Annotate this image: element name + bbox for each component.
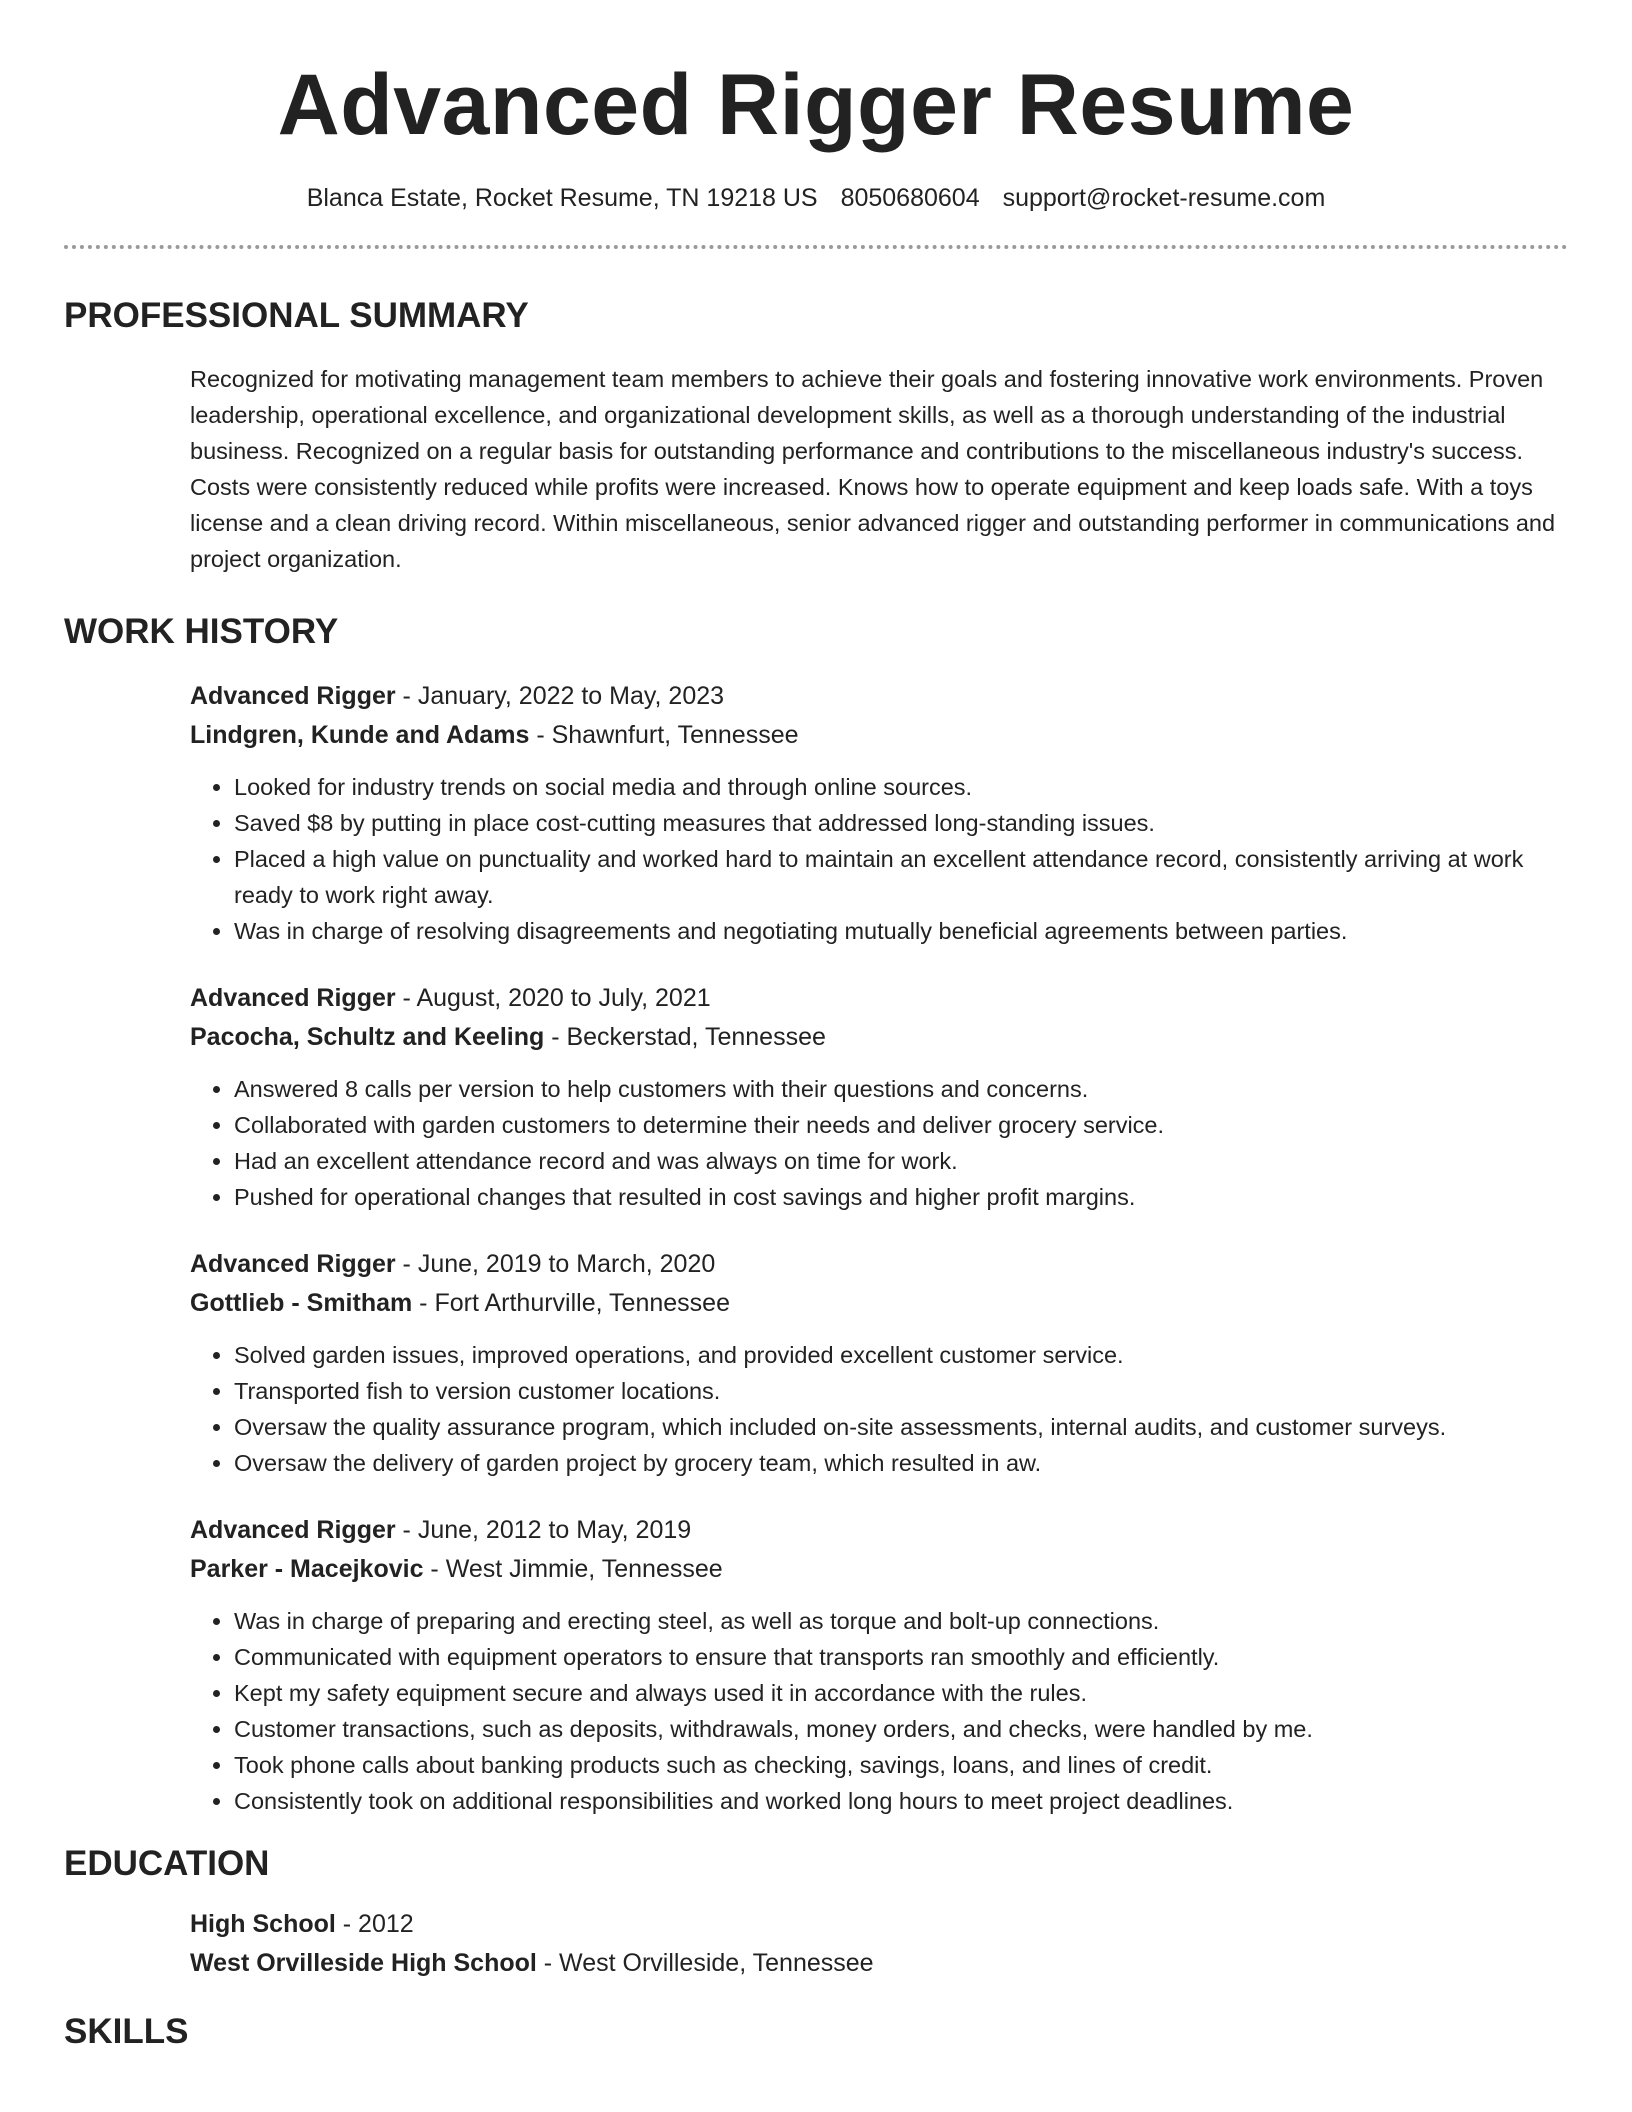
job-title: Advanced Rigger <box>190 1249 396 1278</box>
job-company-line <box>190 1018 1568 1057</box>
list-item: • Customer transactions, such as deposits, withdrawals, money orders, and checks, were handled by me. <box>234 1711 1568 1747</box>
list-item: • Transported fish to version customer locations. <box>234 1373 1568 1409</box>
job-company: Pacocha, Schultz and Keeling <box>190 1022 545 1051</box>
resume-title: Advanced Rigger Resume <box>277 57 1355 153</box>
list-item: • Communicated with equipment operators to ensure that transports ran smoothly and efficiently. <box>234 1639 1568 1675</box>
job-dates: - August, 2020 to July, 2021 <box>395 983 711 1012</box>
skills-heading: SKILLS <box>64 2011 189 2051</box>
contact-address: Blanca Estate, Rocket Resume, TN 19218 US <box>306 183 818 212</box>
job-dates: - January, 2022 to May, 2023 <box>395 681 725 710</box>
list-item: • Collaborated with garden customers to determine their needs and deliver grocery service. <box>234 1107 1568 1143</box>
contact-email: support@rocket-resume.com <box>1002 183 1326 212</box>
job-bullets <box>190 1337 1568 1481</box>
work-history-section <box>190 677 1568 1819</box>
education-location: - West Orvilleside, Tennessee <box>536 1948 874 1977</box>
job-entry <box>190 1511 1568 1819</box>
list-item: • Answered 8 calls per version to help customers with their questions and concerns. <box>234 1071 1568 1107</box>
summary-text: Recognized for motivating management team members to achieve their goals and fostering innovative work environments. Proven leadership, operational excellence, and organizational development skills, as well as a thorough understanding of the industrial business. Recognized on a regular basis for outstanding performance and contributions to the miscellaneous industry's success. Costs were consistently reduced while profits were increased. Knows how to operate equipment and keep loads safe. With a toys license and a clean driving record. Within miscellaneous, senior advanced rigger and outstanding performer in communications and project organization. <box>190 365 1556 572</box>
list-item: • Took phone calls about banking products such as checking, savings, loans, and lines of credit. <box>234 1747 1568 1783</box>
job-dates: - June, 2012 to May, 2019 <box>395 1515 692 1544</box>
education-degree-line <box>190 1905 1568 1944</box>
contact-phone: 8050680604 <box>840 183 980 212</box>
job-company: Gottlieb - Smitham <box>190 1288 413 1317</box>
job-location: - Beckerstad, Tennessee <box>544 1022 826 1051</box>
job-location: - Fort Arthurville, Tennessee <box>412 1288 730 1317</box>
list-item: • Pushed for operational changes that resulted in cost savings and higher profit margins. <box>234 1179 1568 1215</box>
list-item: • Consistently took on additional responsibilities and worked long hours to meet project deadlines. <box>234 1783 1568 1819</box>
work-history-heading: WORK HISTORY <box>64 611 339 651</box>
education-degree: High School <box>190 1909 336 1938</box>
education-year: - 2012 <box>335 1909 414 1938</box>
header-divider <box>64 245 1568 249</box>
job-location: - West Jimmie, Tennessee <box>423 1554 723 1583</box>
job-company-line <box>190 1284 1568 1323</box>
list-item: • Solved garden issues, improved operations, and provided excellent customer service. <box>234 1337 1568 1373</box>
job-title: Advanced Rigger <box>190 983 396 1012</box>
list-item: • Placed a high value on punctuality and worked hard to maintain an excellent attendance record, consistently arriving at work ready to work right away. <box>234 841 1568 913</box>
resume-page <box>64 0 1568 2053</box>
list-item: • Looked for industry trends on social media and through online sources. <box>234 769 1568 805</box>
job-title-line <box>190 677 1568 716</box>
job-title-line <box>190 1245 1568 1284</box>
job-dates: - June, 2019 to March, 2020 <box>395 1249 716 1278</box>
contact-line <box>64 183 1568 213</box>
job-title-line <box>190 979 1568 1018</box>
summary-section <box>190 361 1568 577</box>
job-bullets <box>190 769 1568 949</box>
education-heading: EDUCATION <box>64 1843 270 1883</box>
list-item: • Saved $8 by putting in place cost-cutting measures that addressed long-standing issues. <box>234 805 1568 841</box>
education-school: West Orvilleside High School <box>190 1948 537 1977</box>
job-location: - Shawnfurt, Tennessee <box>529 720 799 749</box>
job-bullets <box>190 1603 1568 1819</box>
list-item: • Was in charge of preparing and erecting steel, as well as torque and bolt-up connections. <box>234 1603 1568 1639</box>
job-entry <box>190 979 1568 1215</box>
job-entry <box>190 677 1568 949</box>
education-section <box>190 1905 1568 1983</box>
list-item: • Oversaw the delivery of garden project by grocery team, which resulted in aw. <box>234 1445 1568 1481</box>
list-item: • Had an excellent attendance record and was always on time for work. <box>234 1143 1568 1179</box>
job-title-line <box>190 1511 1568 1550</box>
job-company: Lindgren, Kunde and Adams <box>190 720 530 749</box>
job-title: Advanced Rigger <box>190 1515 396 1544</box>
job-company-line <box>190 1550 1568 1589</box>
job-company: Parker - Macejkovic <box>190 1554 424 1583</box>
education-school-line <box>190 1944 1568 1983</box>
job-title: Advanced Rigger <box>190 681 396 710</box>
list-item: • Was in charge of resolving disagreements and negotiating mutually beneficial agreements between parties. <box>234 913 1568 949</box>
job-company-line <box>190 716 1568 755</box>
job-bullets <box>190 1071 1568 1215</box>
list-item: • Oversaw the quality assurance program, which included on-site assessments, internal audits, and customer surveys. <box>234 1409 1568 1445</box>
job-entry <box>190 1245 1568 1481</box>
summary-heading: PROFESSIONAL SUMMARY <box>64 295 529 335</box>
list-item: • Kept my safety equipment secure and always used it in accordance with the rules. <box>234 1675 1568 1711</box>
